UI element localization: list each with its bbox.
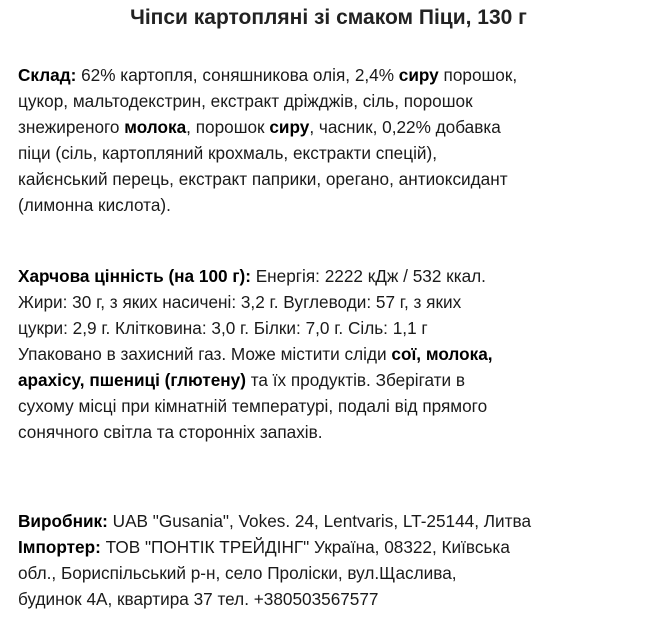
product-title: Чіпси картопляні зі смаком Піци, 130 г bbox=[130, 6, 527, 29]
text-segment: сухому місці при кімнатній температурі, подалі від прямого bbox=[18, 396, 488, 416]
text-segment: 62% картопля, соняшникова олія, 2,4% bbox=[76, 65, 399, 85]
text-line bbox=[18, 166, 517, 192]
text-segment: сонячного світла та сторонніх запахів. bbox=[18, 422, 323, 442]
text-segment: (лимонна кислота). bbox=[18, 195, 171, 215]
text-line bbox=[18, 560, 531, 586]
text-line bbox=[18, 508, 531, 534]
text-segment: порошок, bbox=[438, 65, 518, 85]
bold-text: Виробник: bbox=[18, 511, 108, 531]
text-segment: , часник, 0,22% добавка bbox=[309, 117, 501, 137]
text-line bbox=[18, 367, 493, 393]
text-segment: Енергія: 2222 кДж / 532 ккал. bbox=[250, 266, 486, 286]
text-segment: UAB "Gusania", Vokes. 24, Lentvaris, LT-25144, Литва bbox=[107, 511, 532, 531]
text-line bbox=[18, 263, 493, 289]
nutrition-storage-section bbox=[18, 263, 493, 445]
bold-text: Склад: bbox=[18, 65, 77, 85]
text-segment: піци (сіль, картопляний крохмаль, екстракти спецій), bbox=[18, 143, 437, 163]
text-line bbox=[18, 88, 517, 114]
text-line bbox=[18, 140, 517, 166]
text-line bbox=[18, 315, 493, 341]
bold-text: Харчова цінність (на 100 г): bbox=[18, 266, 251, 286]
text-segment: цукор, мальтодекстрин, екстракт дріжджів, сіль, порошок bbox=[18, 91, 473, 111]
text-segment: цукри: 2,9 г. Клітковина: 3,0 г. Білки: 7,0 г. Сіль: 1,1 г bbox=[18, 318, 428, 338]
text-segment: Упаковано в захисний газ. Може містити сліди bbox=[18, 344, 392, 364]
bold-text: сої, молока, bbox=[391, 344, 493, 364]
text-line bbox=[18, 192, 517, 218]
text-segment: знежиреного bbox=[18, 117, 125, 137]
bold-text: Імпортер: bbox=[18, 537, 101, 557]
text-segment: та їх продуктів. Зберігати в bbox=[245, 370, 466, 390]
bold-text: арахісу, пшениці (глютену) bbox=[18, 370, 246, 390]
text-segment: кайєнський перець, екстракт паприки, орегано, антиоксидант bbox=[18, 169, 508, 189]
text-line bbox=[18, 419, 493, 445]
text-line bbox=[18, 114, 517, 140]
ingredients-section bbox=[18, 62, 517, 218]
text-line bbox=[18, 534, 531, 560]
text-segment: , порошок bbox=[186, 117, 270, 137]
bold-text: сиру bbox=[269, 117, 310, 137]
text-line bbox=[18, 393, 493, 419]
text-segment: ТОВ "ПОНТІК ТРЕЙДІНГ" Україна, 08322, Київська bbox=[100, 537, 510, 557]
text-line bbox=[18, 289, 493, 315]
text-line bbox=[18, 341, 493, 367]
text-segment: обл., Бориспільський р-н, село Пролiски, вул.Щаслива, bbox=[18, 563, 457, 583]
text-segment: будинок 4А, квартира 37 тел. +380503567577 bbox=[18, 589, 379, 609]
manufacturer-importer-section bbox=[18, 508, 531, 612]
bold-text: сиру bbox=[398, 65, 439, 85]
bold-text: молока bbox=[124, 117, 187, 137]
text-line bbox=[18, 62, 517, 88]
text-segment: Жири: 30 г, з яких насичені: 3,2 г. Вуглеводи: 57 г, з яких bbox=[18, 292, 462, 312]
text-line bbox=[18, 586, 531, 612]
